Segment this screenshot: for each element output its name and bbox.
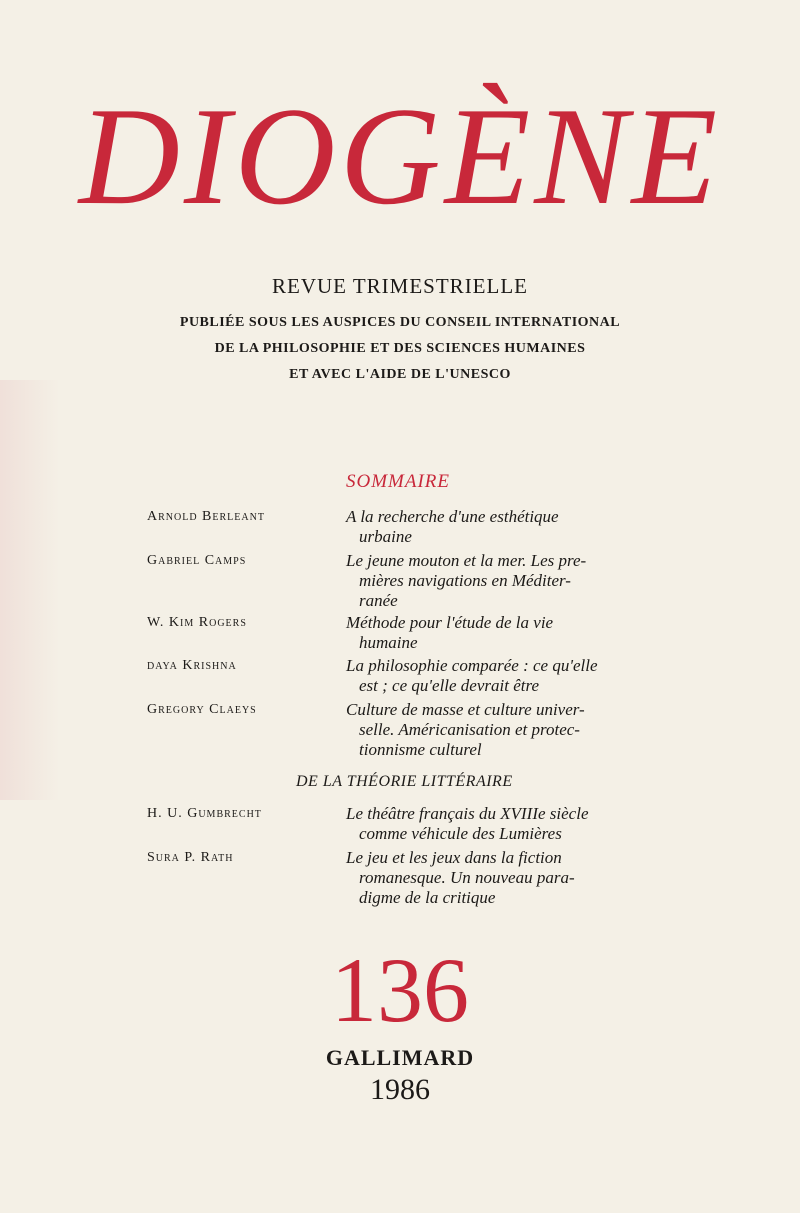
publisher-name: GALLIMARD (325, 1045, 475, 1070)
toc-article-title: Méthode pour l'étude de la vie humaine (346, 613, 554, 652)
sommaire-heading: SOMMAIRE (346, 471, 451, 492)
toc-author: Sura P. Rath (147, 850, 234, 865)
toc-article-title: Le jeu et les jeux dans la fiction romanesque. Un nouveau para- digme de la critique (346, 848, 575, 907)
toc-author: Gabriel Camps (147, 553, 247, 568)
toc-author: daya Krishna (147, 658, 237, 673)
publication-line: DE LA PHILOSOPHIE ET DES SCIENCES HUMAINES (214, 341, 586, 356)
toc-article-title: Culture de masse et culture univer- selle. Américanisation et protec- tionnisme culturel (346, 700, 585, 759)
paper-stain (0, 380, 60, 800)
journal-title: DIOGÈNE (78, 79, 722, 234)
toc-article-title: Le jeune mouton et la mer. Les pre- mières navigations en Méditer- ranée (346, 551, 587, 610)
toc-author: H. U. Gumbrecht (147, 806, 262, 821)
toc-author: Gregory Claeys (147, 702, 257, 717)
publication-line: PUBLIÉE SOUS LES AUSPICES DU CONSEIL INTERNATIONAL (179, 315, 621, 330)
toc-article-title: A la recherche d'une esthétique urbaine (346, 507, 559, 546)
issue-number: 136 (331, 939, 469, 1041)
section-heading: DE LA THÉORIE LITTÉRAIRE (296, 773, 513, 790)
publication-line: ET AVEC L'AIDE DE L'UNESCO (289, 367, 511, 382)
toc-article-title: Le théâtre français du XVIIIe siècle comme véhicule des Lumières (346, 804, 589, 843)
toc-author: Arnold Berleant (147, 509, 265, 524)
journal-subtitle: REVUE TRIMESTRIELLE (271, 274, 528, 298)
toc-author: W. Kim Rogers (147, 615, 247, 630)
toc-article-title: La philosophie comparée : ce qu'elle est ; ce qu'elle devrait être (346, 656, 598, 695)
publication-year: 1986 (370, 1073, 430, 1106)
